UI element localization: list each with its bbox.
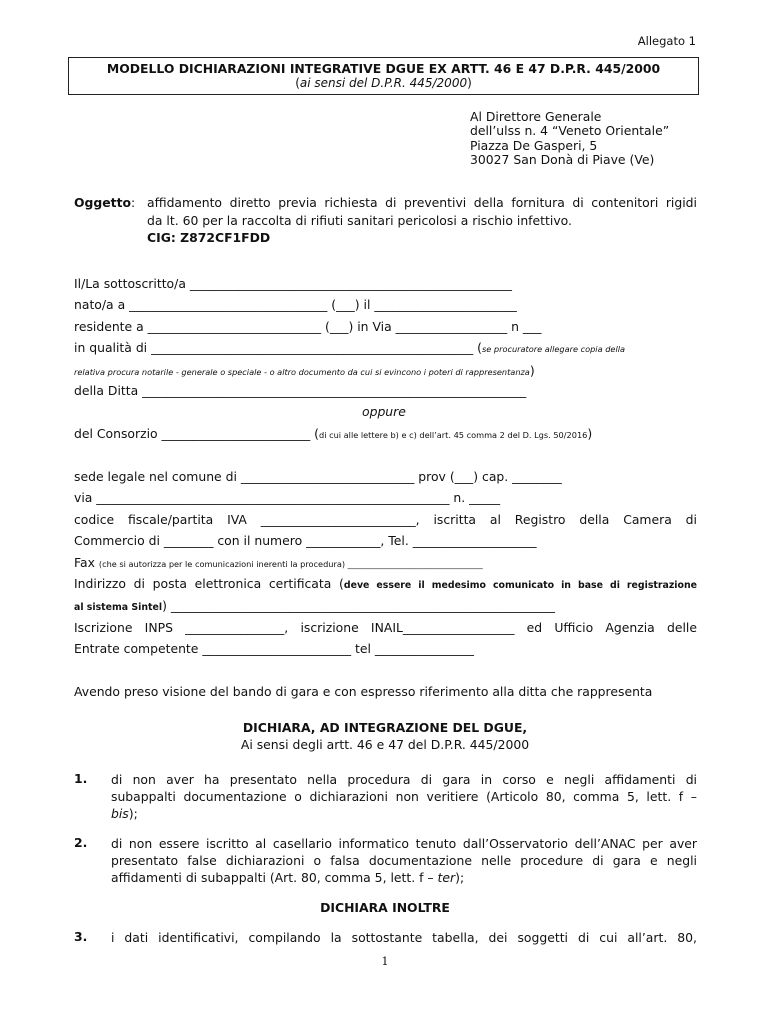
recipient-line: dell’ulss n. 4 “Veneto Orientale” — [470, 123, 670, 139]
tax-code-field[interactable]: codice fiscale/partita IVA _________________________, iscritta al Registro della Camera di — [74, 512, 697, 527]
document-title-box — [68, 57, 699, 95]
attachment-label: Allegato 1 — [637, 34, 696, 48]
intro-text: Avendo preso visione del bando di gara e con espresso riferimento alla ditta che rappresenta — [74, 684, 653, 699]
oppure-label: oppure — [362, 404, 406, 419]
further-heading: DICHIARA INOLTRE — [320, 900, 450, 915]
item-number: 3. — [74, 929, 88, 944]
subject-line: da lt. 60 per la raccolta di rifiuti sanitari pericolosi a rischio infettivo. — [147, 213, 572, 228]
residence-field[interactable]: residente a ____________________________ (___) in Via __________________ n ___ — [74, 319, 542, 334]
recipient-line: Piazza De Gasperi, 5 — [470, 137, 598, 153]
subject-label: Oggetto: — [74, 195, 136, 210]
declaration-item: i dati identificativi, compilando la sottostante tabella, dei soggetti di cui all’art. 80, — [111, 930, 697, 945]
role-field[interactable]: in qualità di ____________________________________________________ (se procuratore allegare copia della — [74, 340, 626, 355]
item-number: 1. — [74, 771, 88, 786]
fax-field[interactable]: Fax (che si autorizza per le comunicazioni inerenti la procedura) _________________________________ — [74, 555, 483, 570]
declaration-item: di non essere iscritto al casellario informatico tenuto dall’Osservatorio dell’ANAC per aver presentato false dichiarazioni o falsa documentazione nelle procedure di gara e negli affidamenti di subappalti (Art. 80, comma 5, lett. f – ter); — [111, 836, 697, 885]
declaration-subheading: Ai sensi degli artt. 46 e 47 del D.P.R. 445/2000 — [240, 737, 530, 752]
item-number: 2. — [74, 835, 88, 850]
consortium-field[interactable]: del Consorzio ________________________ (di cui alle lettere b) e c) dell’art. 45 comma 2 del D. Lgs. 50/2016) — [74, 426, 593, 441]
subject-line: affidamento diretto previa richiesta di preventivi della fornitura di contenitori rigidi — [147, 195, 697, 210]
recipient-block — [470, 110, 669, 167]
recipient-line: 30027 San Donà di Piave (Ve) — [470, 151, 655, 167]
company-field[interactable]: della Ditta ______________________________________________________________ — [74, 383, 527, 398]
cig-code: CIG: Z872CF1FDD — [147, 230, 271, 245]
pec-field[interactable]: Indirizzo di posta elettronica certificata (deve essere il medesimo comunicato in base di registrazione — [74, 576, 697, 591]
role-note: relativa procura notarile - generale o speciale - o altro documento da cui si evincono i poteri di rappresentanza) — [74, 363, 535, 378]
declaration-item: di non aver ha presentato nella procedura di gara in corso e negli affidamenti di subappalti documentazione o dichiarazioni non veritiere (Articolo 80, comma 5, lett. f – bis); — [111, 772, 697, 821]
street-field[interactable]: via _________________________________________________________ n. _____ — [74, 490, 501, 505]
seat-field[interactable]: sede legale nel comune di ____________________________ prov (___) cap. ________ — [74, 469, 562, 484]
page-number: 1 — [381, 955, 389, 968]
inps-inail-field[interactable]: Iscrizione INPS ________________, iscrizione INAIL__________________ ed Ufficio Agenzia delle — [74, 620, 697, 635]
declaration-heading: DICHIARA, AD INTEGRAZIONE DEL DGUE, — [242, 720, 528, 735]
revenue-office-field[interactable]: Entrate competente ________________________ tel ________________ — [74, 641, 474, 656]
pec-field-cont[interactable]: al sistema Sintel) ______________________________________________________________ — [74, 598, 555, 613]
chamber-field[interactable]: Commercio di ________ con il numero ____________, Tel. ____________________ — [74, 533, 537, 548]
document-title: MODELLO DICHIARAZIONI INTEGRATIVE DGUE EX ARTT. 46 E 47 D.P.R. 445/2000 — [106, 61, 661, 76]
recipient-line: Al Direttore Generale — [470, 109, 602, 124]
signer-field[interactable]: Il/La sottoscritto/a ____________________________________________________ — [74, 276, 513, 291]
birth-field[interactable]: nato/a a ________________________________ (___) il _______________________ — [74, 297, 517, 312]
document-subtitle: (ai sensi del D.P.R. 445/2000) — [295, 76, 472, 90]
